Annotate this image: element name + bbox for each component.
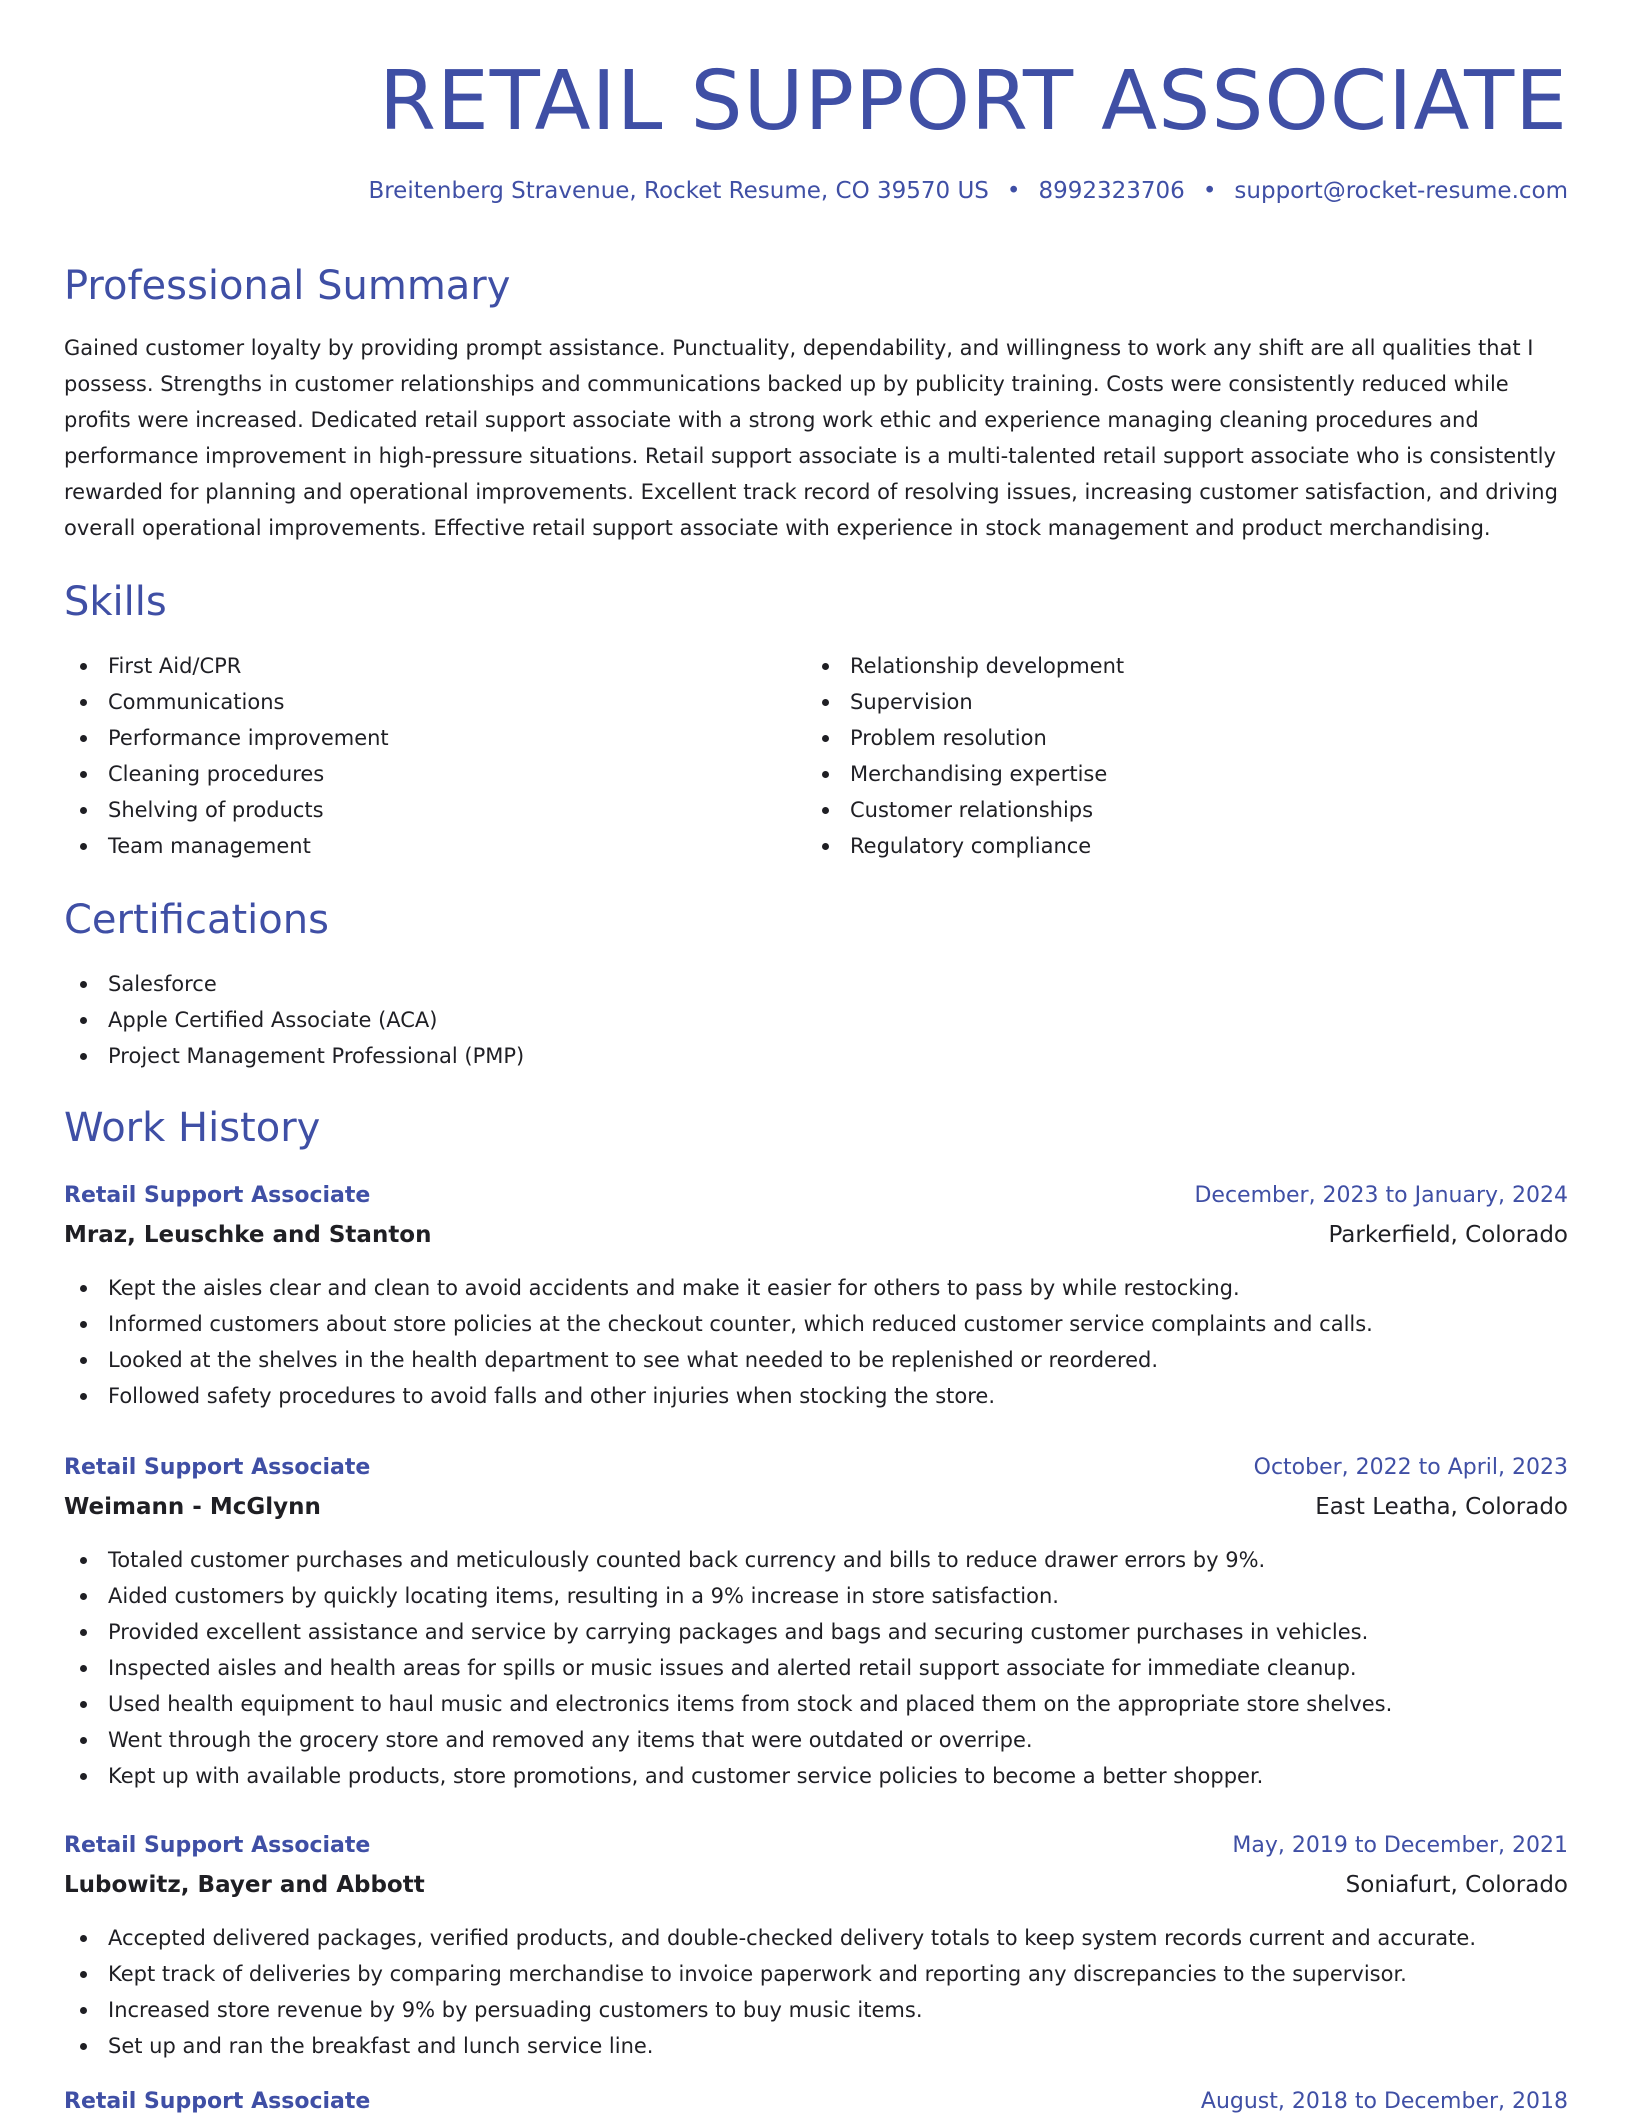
job-entry xyxy=(64,1448,1568,1794)
duty-item: Followed safety procedures to avoid falls and other injuries when stocking the store. xyxy=(64,1378,1568,1414)
skills-heading: Skills xyxy=(64,579,167,625)
duty-item: Used health equipment to haul music and electronics items from stock and placed them on the appropriate store shelves. xyxy=(64,1686,1568,1722)
job-location: Parkerfield, Colorado xyxy=(1328,1222,1568,1248)
job-company: Mraz, Leuschke and Stanton xyxy=(64,1222,432,1248)
job-entry xyxy=(64,2082,1568,2122)
duty-item: Kept track of deliveries by comparing merchandise to invoice paperwork and reporting any discrepancies to the supervisor. xyxy=(64,1956,1568,1992)
duty-item: Set up and ran the breakfast and lunch service line. xyxy=(64,2028,1568,2064)
job-title: Retail Support Associate xyxy=(64,2089,371,2114)
job-entry xyxy=(64,1826,1568,2064)
job-dates: December, 2023 to January, 2024 xyxy=(1194,1183,1568,1208)
job-dates: May, 2019 to December, 2021 xyxy=(1232,1833,1568,1858)
certification-item: Salesforce xyxy=(64,966,964,1002)
job-dates: August, 2018 to December, 2018 xyxy=(1200,2089,1568,2114)
duty-item: Accepted delivered packages, verified products, and double-checked delivery totals to keep system records current and accurate. xyxy=(64,1920,1568,1956)
duty-item: Inspected aisles and health areas for spills or music issues and alerted retail support associate for immediate cleanup. xyxy=(64,1650,1568,1686)
skills-list-left xyxy=(64,648,764,864)
duty-item: Kept the aisles clear and clean to avoid accidents and make it easier for others to pass by while restocking. xyxy=(64,1270,1568,1306)
duty-item: Kept up with available products, store promotions, and customer service policies to become a better shopper. xyxy=(64,1758,1568,1794)
skill-item: First Aid/CPR xyxy=(64,648,764,684)
job-duties xyxy=(64,1542,1568,1794)
certification-item: Project Management Professional (PMP) xyxy=(64,1038,964,1074)
job-company: Weimann - McGlynn xyxy=(64,1494,321,1520)
job-title: Retail Support Associate xyxy=(64,1455,371,1480)
job-location: Soniafurt, Colorado xyxy=(1345,1872,1568,1898)
duty-item: Totaled customer purchases and meticulously counted back currency and bills to reduce drawer errors by 9%. xyxy=(64,1542,1568,1578)
skills-list-right xyxy=(806,648,1506,864)
skill-item: Team management xyxy=(64,828,764,864)
duty-item: Provided excellent assistance and service by carrying packages and bags and securing customer purchases in vehicles. xyxy=(64,1614,1568,1650)
job-entry xyxy=(64,1176,1568,1414)
duty-item: Increased store revenue by 9% by persuading customers to buy music items. xyxy=(64,1992,1568,2028)
certifications-list xyxy=(64,966,964,1074)
summary-text: Gained customer loyalty by providing prompt assistance. Punctuality, dependability, and willingness to work any shift are all qualities that I possess. Strengths in customer relationships and communications backed up by publicity training. Costs were consistently reduced while profits were increased. Dedicated retail support associate with a strong work ethic and experience managing cleaning procedures and performance improvement in high-pressure situations. Retail support associate is a multi-talented retail support associate who is consistently rewarded for planning and operational improvements. Excellent track record of resolving issues, increasing customer satisfaction, and driving overall operational improvements. Effective retail support associate with experience in stock management and product merchandising. xyxy=(64,336,1558,540)
skill-item: Communications xyxy=(64,684,764,720)
summary-heading: Professional Summary xyxy=(64,263,511,309)
job-title: Retail Support Associate xyxy=(64,1833,371,1858)
job-location: East Leatha, Colorado xyxy=(1315,1494,1568,1520)
skill-item: Shelving of products xyxy=(64,792,764,828)
skill-item: Merchandising expertise xyxy=(806,756,1506,792)
job-title: Retail Support Associate xyxy=(64,1183,371,1208)
phone: 8992323706 xyxy=(1038,178,1185,204)
skill-item: Cleaning procedures xyxy=(64,756,764,792)
certification-item: Apple Certified Associate (ACA) xyxy=(64,1002,964,1038)
candidate-title: RETAIL SUPPORT ASSOCIATE xyxy=(378,54,1568,149)
contact-line xyxy=(64,176,1568,206)
skill-item: Customer relationships xyxy=(806,792,1506,828)
duty-item: Aided customers by quickly locating items, resulting in a 9% increase in store satisfaction. xyxy=(64,1578,1568,1614)
job-dates: October, 2022 to April, 2023 xyxy=(1253,1455,1568,1480)
resume-page xyxy=(64,0,1568,2114)
skill-item: Problem resolution xyxy=(806,720,1506,756)
duty-item: Looked at the shelves in the health department to see what needed to be replenished or reordered. xyxy=(64,1342,1568,1378)
job-company: Lubowitz, Bayer and Abbott xyxy=(64,1872,425,1898)
skill-item: Regulatory compliance xyxy=(806,828,1506,864)
duty-item: Informed customers about store policies at the checkout counter, which reduced customer service complaints and calls. xyxy=(64,1306,1568,1342)
skill-item: Performance improvement xyxy=(64,720,764,756)
address: Breitenberg Stravenue, Rocket Resume, CO 39570 US xyxy=(368,178,989,204)
separator: • xyxy=(1006,178,1021,204)
duty-item: Went through the grocery store and removed any items that were outdated or overripe. xyxy=(64,1722,1568,1758)
email: support@rocket-resume.com xyxy=(1234,178,1568,204)
job-duties xyxy=(64,1270,1568,1414)
skill-item: Relationship development xyxy=(806,648,1506,684)
skill-item: Supervision xyxy=(806,684,1506,720)
resume-header xyxy=(64,52,1568,206)
certifications-heading: Certifications xyxy=(64,897,329,943)
work-history-heading: Work History xyxy=(64,1105,321,1151)
job-duties xyxy=(64,1920,1568,2064)
separator: • xyxy=(1202,178,1217,204)
